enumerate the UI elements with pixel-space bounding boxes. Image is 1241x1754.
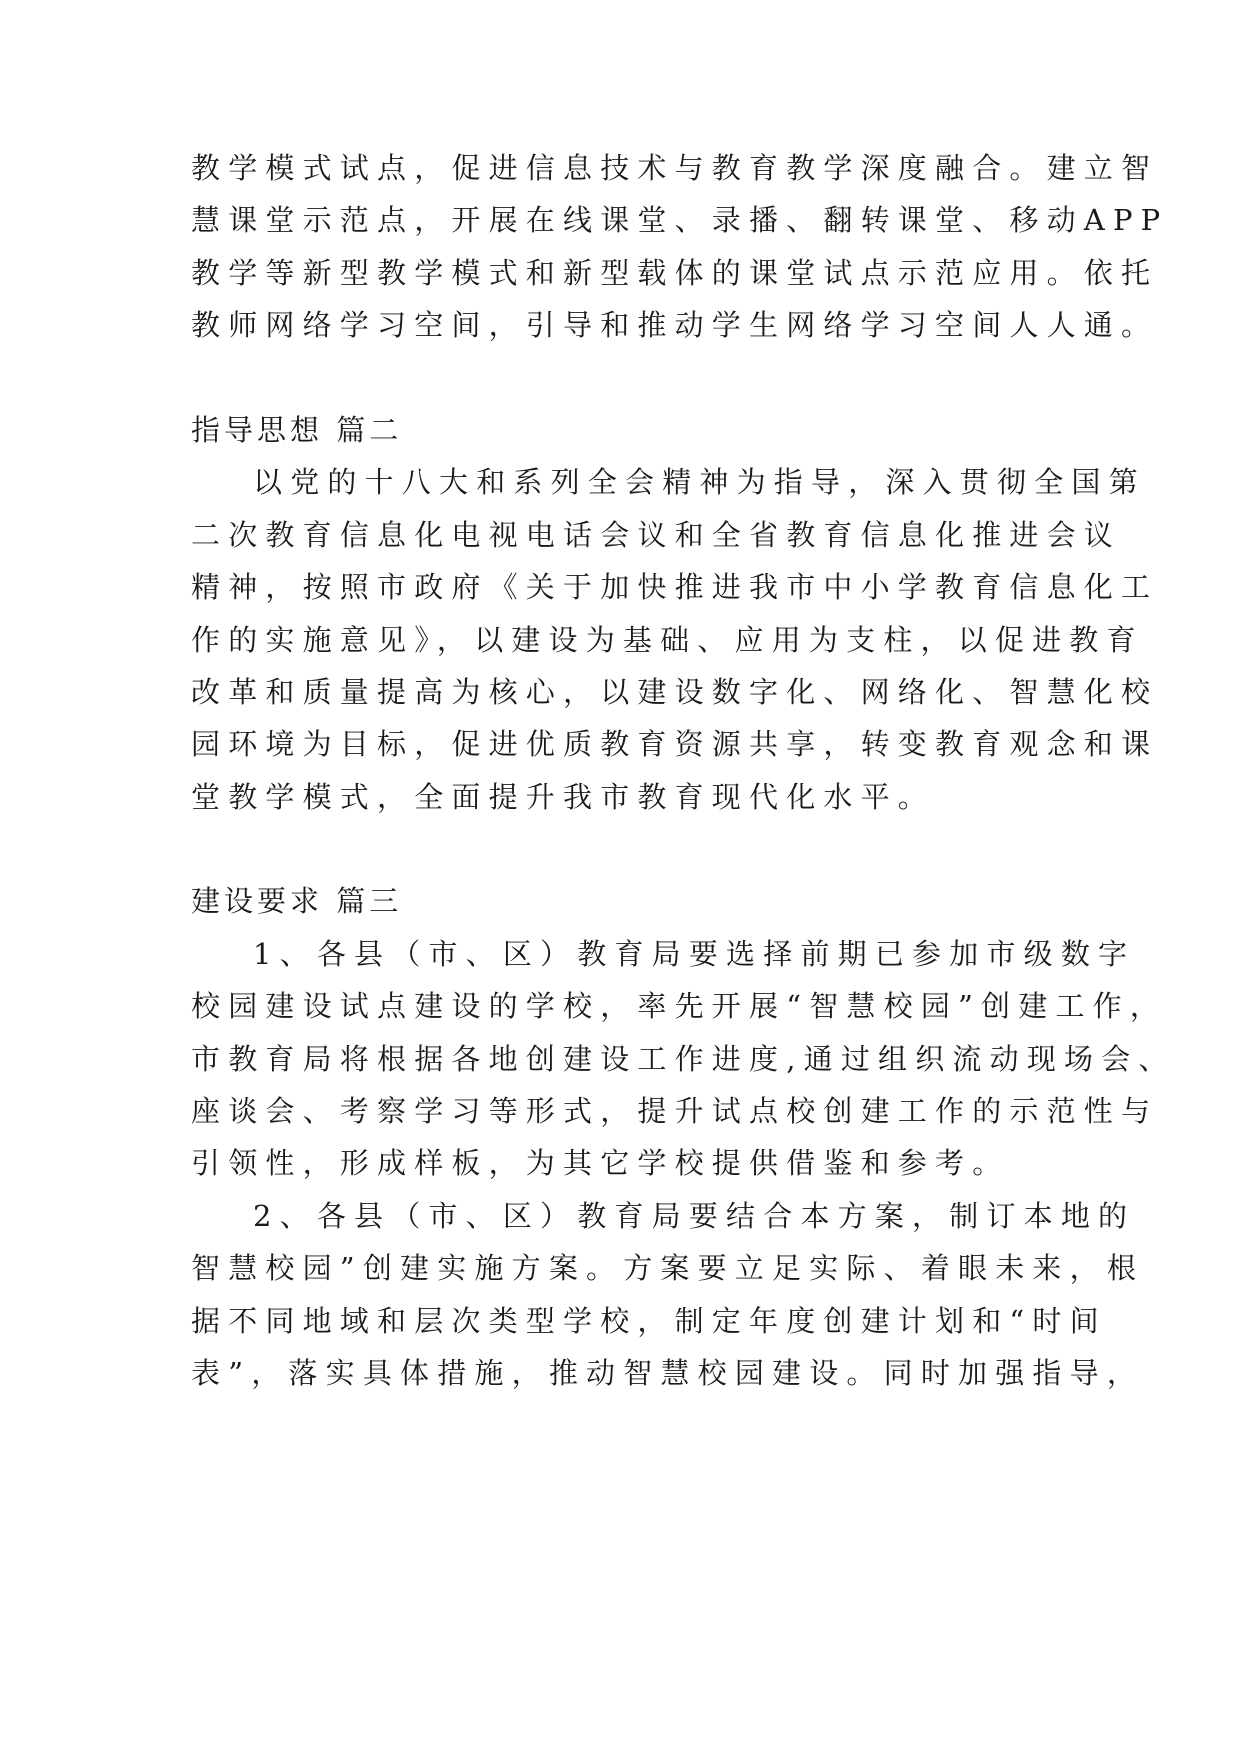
paragraph-line: 教学等新型教学模式和新型载体的课堂试点示范应用。依托: [191, 256, 1159, 290]
paragraph-line: 据不同地域和层次类型学校，制定年度创建计划和“时间: [191, 1304, 1107, 1338]
paragraph-line: 教师网络学习空间，引导和推动学生网络学习空间人人通。: [191, 308, 1159, 342]
section-heading: 建设要求 篇三: [191, 884, 403, 918]
paragraph-line: 2、各县（市、区）教育局要结合本方案，制订本地的: [253, 1199, 1136, 1233]
paragraph-line: 表”，落实具体措施，推动智慧校园建设。同时加强指导，: [191, 1356, 1145, 1390]
paragraph-line: 智慧校园”创建实施方案。方案要立足实际、着眼未来，根: [191, 1251, 1145, 1285]
paragraph-line: 引领性，形成样板，为其它学校提供借鉴和参考。: [191, 1146, 1010, 1180]
paragraph-line: 以党的十八大和系列全会精神为指导，深入贯彻全国第: [253, 465, 1146, 499]
paragraph-line: 1、各县（市、区）教育局要选择前期已参加市级数字: [253, 937, 1136, 971]
paragraph-line: 园环境为目标，促进优质教育资源共享，转变教育观念和课: [191, 727, 1159, 761]
paragraph-line: 慧课堂示范点，开展在线课堂、录播、翻转课堂、移动APP: [191, 203, 1169, 237]
paragraph-line: 座谈会、考察学习等形式，提升试点校创建工作的示范性与: [191, 1094, 1159, 1128]
paragraph-line: 市教育局将根据各地创建设工作进度,通过组织流动现场会、: [191, 1042, 1176, 1076]
paragraph-line: 二次教育信息化电视电话会议和全省教育信息化推进会议: [191, 518, 1122, 552]
paragraph-line: 作的实施意见》，以建设为基础、应用为支柱，以促进教育: [191, 623, 1144, 657]
paragraph-line: 校园建设试点建设的学校，率先开展“智慧校园”创建工作，: [191, 989, 1168, 1023]
paragraph-line: 精神，按照市政府《关于加快推进我市中小学教育信息化工: [191, 570, 1159, 604]
section-heading: 指导思想 篇二: [191, 413, 403, 447]
paragraph-line: 教学模式试点，促进信息技术与教育教学深度融合。建立智: [191, 151, 1159, 185]
paragraph-line: 堂教学模式，全面提升我市教育现代化水平。: [191, 780, 936, 814]
paragraph-line: 改革和质量提高为核心，以建设数字化、网络化、智慧化校: [191, 675, 1159, 709]
